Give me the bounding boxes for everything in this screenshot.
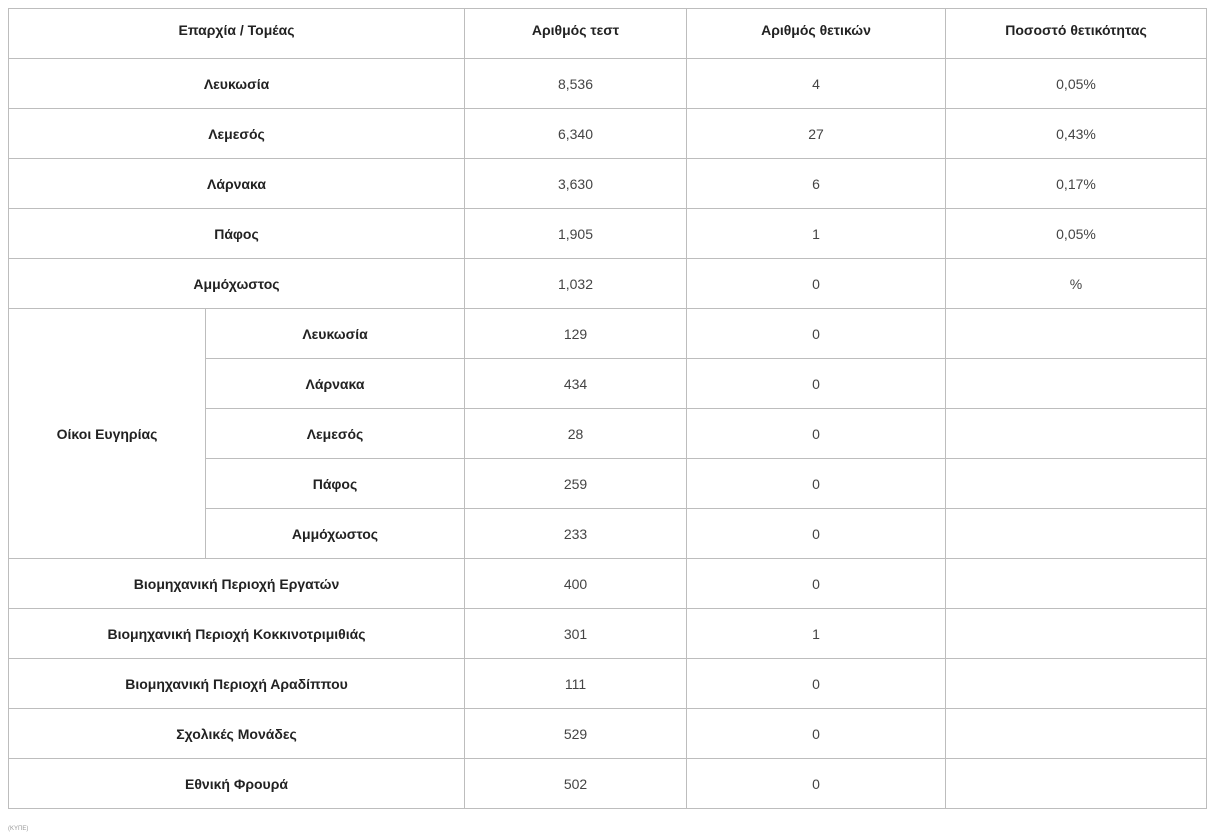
table-row <box>9 209 1207 259</box>
row-tests: 301 <box>465 609 687 659</box>
row-positives: 0 <box>687 509 946 559</box>
row-tests: 3,630 <box>465 159 687 209</box>
row-rate: 0,05% <box>946 209 1207 259</box>
row-positives: 0 <box>687 309 946 359</box>
header-positives: Αριθμός θετικών <box>687 9 946 59</box>
row-tests: 529 <box>465 709 687 759</box>
row-tests: 8,536 <box>465 59 687 109</box>
row-positives: 0 <box>687 359 946 409</box>
header-rate: Ποσοστό θετικότητας <box>946 9 1207 59</box>
row-positives: 0 <box>687 559 946 609</box>
table-row <box>9 759 1207 809</box>
row-name: Εθνική Φρουρά <box>9 759 465 809</box>
source-footnote: (ΚΥΠΕ) <box>8 826 29 832</box>
row-name: Λάρνακα <box>206 359 465 409</box>
row-positives: 4 <box>687 59 946 109</box>
row-name: Λεμεσός <box>9 109 465 159</box>
row-tests: 111 <box>465 659 687 709</box>
row-rate <box>946 559 1207 609</box>
row-tests: 259 <box>465 459 687 509</box>
row-positives: 0 <box>687 709 946 759</box>
row-name: Βιομηχανική Περιοχή Κοκκινοτριμιθιάς <box>9 609 465 659</box>
row-tests: 502 <box>465 759 687 809</box>
table-row <box>9 59 1207 109</box>
row-positives: 1 <box>687 209 946 259</box>
row-name: Πάφος <box>9 209 465 259</box>
row-rate <box>946 509 1207 559</box>
row-rate: 0,17% <box>946 159 1207 209</box>
row-name: Λευκωσία <box>9 59 465 109</box>
row-name: Βιομηχανική Περιοχή Εργατών <box>9 559 465 609</box>
row-positives: 6 <box>687 159 946 209</box>
table-row <box>9 659 1207 709</box>
row-positives: 0 <box>687 659 946 709</box>
table-row <box>9 259 1207 309</box>
row-rate <box>946 759 1207 809</box>
row-tests: 6,340 <box>465 109 687 159</box>
row-rate <box>946 659 1207 709</box>
row-positives: 0 <box>687 259 946 309</box>
group-label-nursing-homes: Οίκοι Ευγηρίας <box>9 309 206 559</box>
table-row <box>9 609 1207 659</box>
test-results-table <box>8 8 1207 809</box>
row-rate: % <box>946 259 1207 309</box>
row-name: Βιομηχανική Περιοχή Αραδίππου <box>9 659 465 709</box>
row-name: Λάρνακα <box>9 159 465 209</box>
row-tests: 1,905 <box>465 209 687 259</box>
row-rate <box>946 309 1207 359</box>
table-row <box>9 709 1207 759</box>
row-positives: 0 <box>687 409 946 459</box>
table-row <box>9 159 1207 209</box>
row-rate <box>946 359 1207 409</box>
row-positives: 0 <box>687 459 946 509</box>
row-rate <box>946 609 1207 659</box>
row-rate <box>946 709 1207 759</box>
table-row <box>9 309 1207 359</box>
row-rate <box>946 409 1207 459</box>
row-rate <box>946 459 1207 509</box>
row-tests: 129 <box>465 309 687 359</box>
row-positives: 1 <box>687 609 946 659</box>
row-rate: 0,05% <box>946 59 1207 109</box>
row-tests: 434 <box>465 359 687 409</box>
row-name: Πάφος <box>206 459 465 509</box>
table-header-row <box>9 9 1207 59</box>
row-name: Σχολικές Μονάδες <box>9 709 465 759</box>
row-rate: 0,43% <box>946 109 1207 159</box>
row-name: Αμμόχωστος <box>9 259 465 309</box>
row-positives: 0 <box>687 759 946 809</box>
header-region: Επαρχία / Τομέας <box>9 9 465 59</box>
row-tests: 233 <box>465 509 687 559</box>
row-positives: 27 <box>687 109 946 159</box>
row-name: Λευκωσία <box>206 309 465 359</box>
row-name: Λεμεσός <box>206 409 465 459</box>
table-row <box>9 559 1207 609</box>
table-row <box>9 109 1207 159</box>
row-name: Αμμόχωστος <box>206 509 465 559</box>
header-tests: Αριθμός τεστ <box>465 9 687 59</box>
row-tests: 1,032 <box>465 259 687 309</box>
row-tests: 28 <box>465 409 687 459</box>
row-tests: 400 <box>465 559 687 609</box>
